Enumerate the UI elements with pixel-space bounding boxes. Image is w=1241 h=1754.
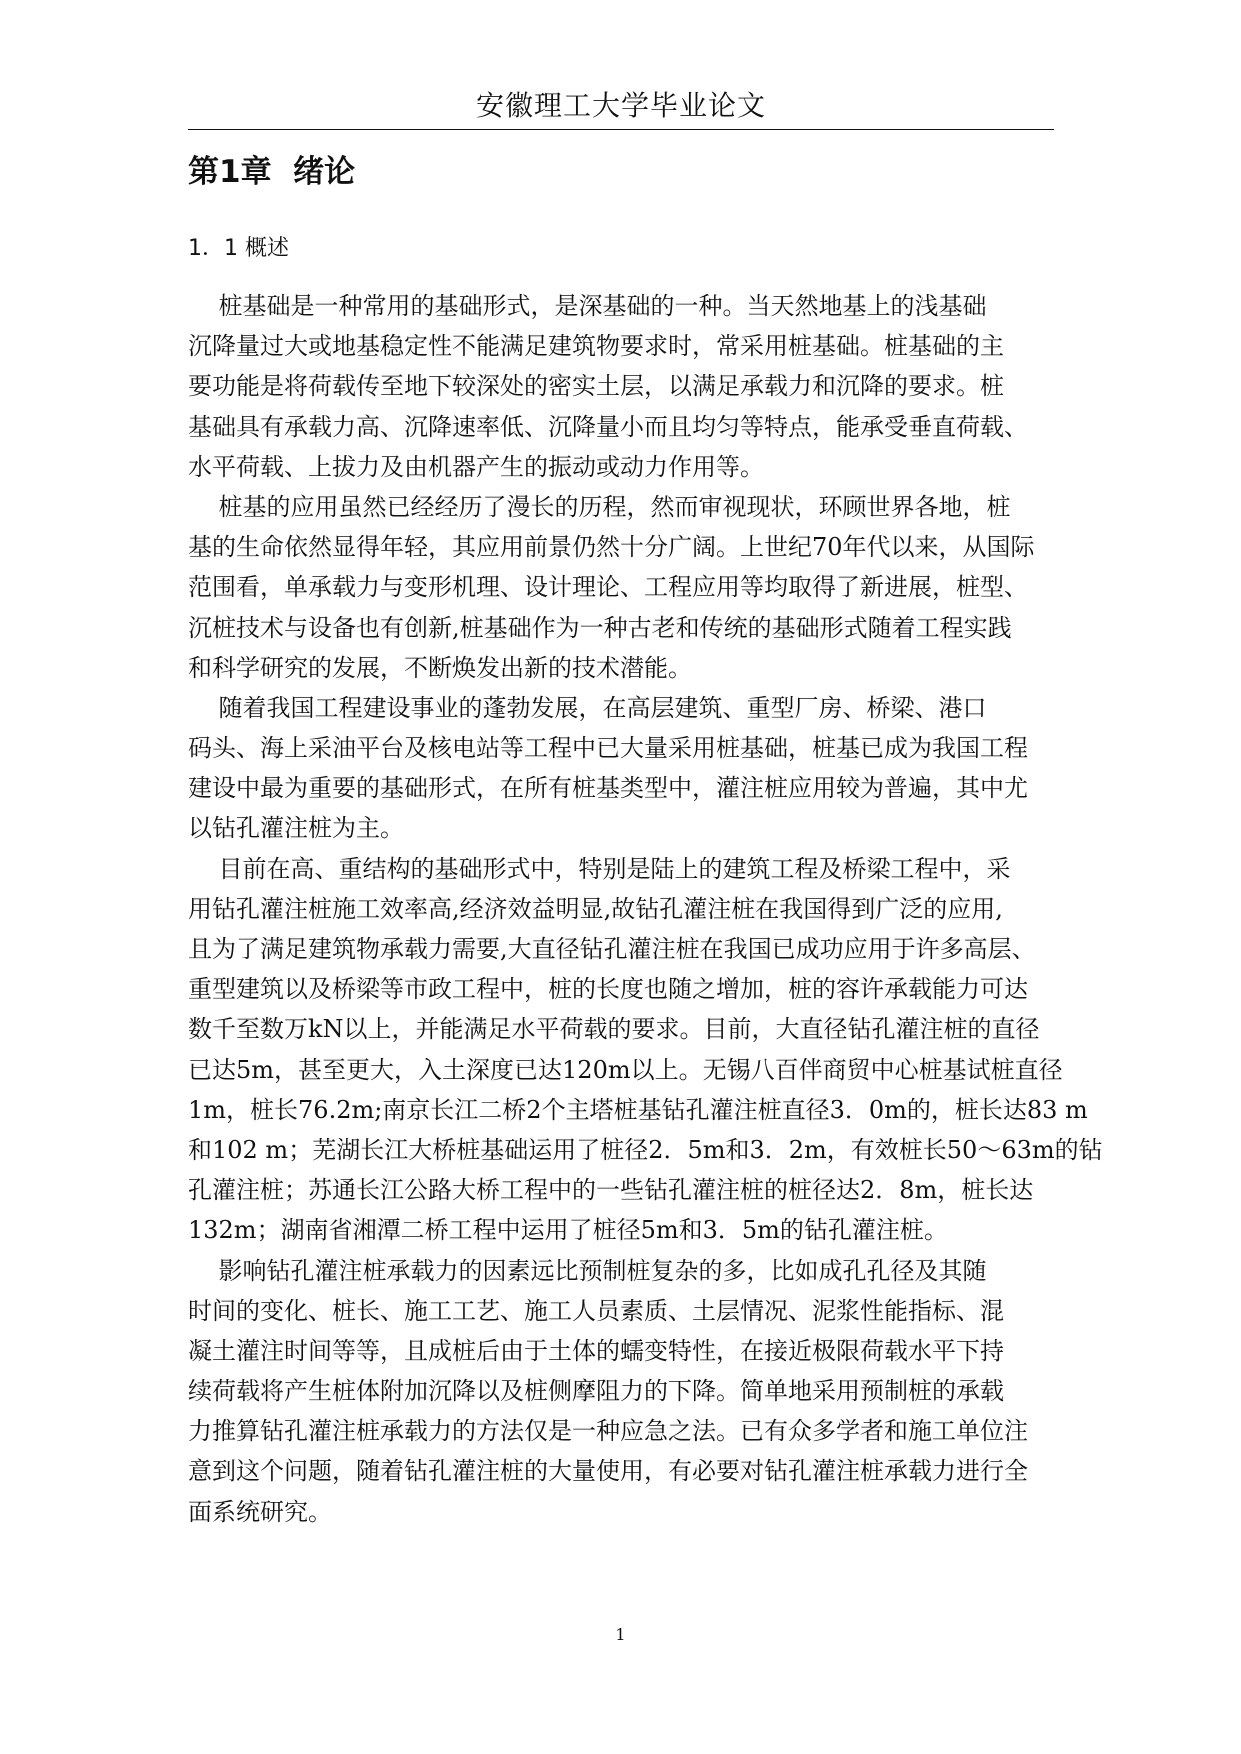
header-divider	[188, 129, 1054, 130]
text-line: 基础具有承载力高、沉降速率低、沉降量小而且均匀等特点，能承受垂直荷载、	[188, 412, 1028, 441]
text-line: 以钻孔灌注桩为主。	[188, 814, 404, 843]
text-line: 孔灌注桩；苏通长江公路大桥工程中的一些钻孔灌注桩的桩径达2．8m，桩长达	[188, 1176, 1034, 1205]
text-line: 用钻孔灌注桩施工效率高,经济效益明显,故钻孔灌注桩在我国得到广泛的应用,	[188, 894, 1003, 923]
text-line: 时间的变化、桩长、施工工艺、施工人员素质、土层情况、泥浆性能指标、混	[188, 1296, 1004, 1325]
text-line: 范围看，单承载力与变形机理、设计理论、工程应用等均取得了新进展，桩型、	[188, 573, 1028, 602]
text-line: 面系统研究。	[188, 1497, 332, 1526]
text-line: 沉桩技术与设备也有创新,桩基础作为一种古老和传统的基础形式随着工程实践	[188, 613, 1012, 642]
text-line: 要功能是将荷载传至地下较深处的密实土层，以满足承载力和沉降的要求。桩	[188, 372, 1004, 401]
text-line: 已达5m，甚至更大，入土深度已达120m以上。无锡八百伴商贸中心桩基试桩直径	[188, 1055, 1063, 1084]
text-line: 和102 m；芜湖长江大桥桩基础运用了桩径2．5m和3．2m，有效桩长50～63m的钻	[188, 1135, 1103, 1164]
text-line: 桩基础是一种常用的基础形式，是深基础的一种。当天然地基上的浅基础	[188, 292, 987, 320]
text-line: 码头、海上采油平台及核电站等工程中已大量采用桩基础，桩基已成为我国工程	[188, 734, 1028, 763]
body-text	[188, 286, 1103, 1532]
text-line: 重型建筑以及桥梁等市政工程中，桩的长度也随之增加，桩的容许承载能力可达	[188, 975, 1028, 1004]
text-line: 意到这个问题，随着钻孔灌注桩的大量使用，有必要对钻孔灌注桩承载力进行全	[188, 1457, 1028, 1486]
text-line: 1m，桩长76.2m;南京长江二桥2个主塔桩基钻孔灌注桩直径3．0m的，桩长达83 m	[188, 1095, 1088, 1124]
text-line: 基的生命依然显得年轻，其应用前景仍然十分广阔。上世纪70年代以来，从国际	[188, 533, 1035, 562]
text-line: 建设中最为重要的基础形式，在所有桩基类型中，灌注桩应用较为普遍，其中尤	[188, 774, 1028, 803]
text-line: 续荷载将产生桩体附加沉降以及桩侧摩阻力的下降。简单地采用预制桩的承载	[188, 1377, 1004, 1406]
text-line: 桩基的应用虽然已经经历了漫长的历程，然而审视现状，环顾世界各地，桩	[188, 492, 1011, 521]
text-line: 和科学研究的发展，不断焕发出新的技术潜能。	[188, 653, 692, 682]
text-line: 沉降量过大或地基稳定性不能满足建筑物要求时，常采用桩基础。桩基础的主	[188, 332, 1004, 361]
text-line: 数千至数万kN以上，并能满足水平荷载的要求。目前，大直径钻孔灌注桩的直径	[188, 1015, 1040, 1044]
running-header: 安徽理工大学毕业论文	[475, 89, 766, 122]
text-line: 目前在高、重结构的基础形式中，特别是陆上的建筑工程及桥梁工程中，采	[188, 854, 1011, 883]
text-line: 水平荷载、上拔力及由机器产生的振动或动力作用等。	[188, 452, 764, 481]
text-line: 且为了满足建筑物承载力需要,大直径钻孔灌注桩在我国已成功应用于许多高层、	[188, 935, 1036, 963]
chapter-title: 第1章 绪论	[188, 154, 356, 190]
text-line: 132m；湖南省湘潭二桥工程中运用了桩径5m和3．5m的钻孔灌注桩。	[188, 1216, 948, 1245]
section-title: 1．1 概述	[188, 236, 289, 261]
text-line: 影响钻孔灌注桩承载力的因素远比预制桩复杂的多，比如成孔孔径及其随	[188, 1256, 987, 1285]
text-line: 凝土灌注时间等等，且成桩后由于土体的蠕变特性，在接近极限荷载水平下持	[188, 1336, 1004, 1365]
text-line: 随着我国工程建设事业的蓬勃发展，在高层建筑、重型厂房、桥梁、港口	[188, 693, 987, 722]
page-number: 1	[615, 1625, 626, 1644]
text-line: 力推算钻孔灌注桩承载力的方法仅是一种应急之法。已有众多学者和施工单位注	[188, 1417, 1028, 1446]
